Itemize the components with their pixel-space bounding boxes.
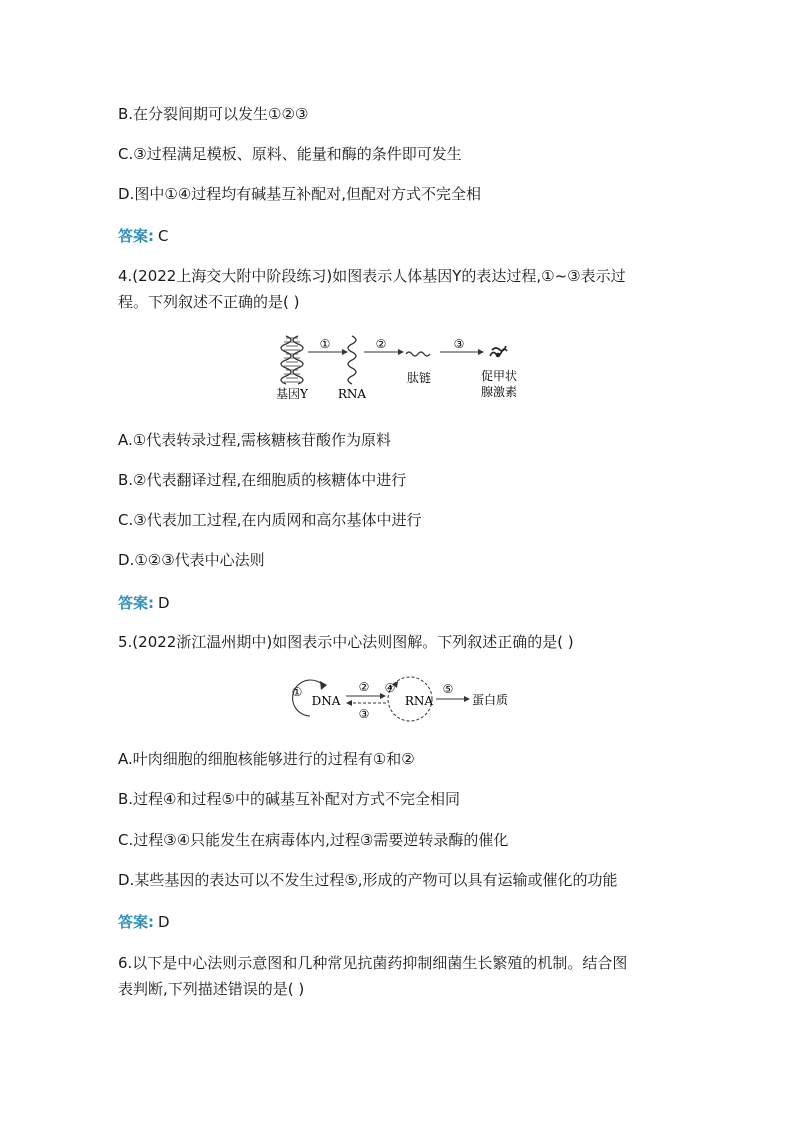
- hormone-label-2: 腺激素: [480, 385, 518, 399]
- label-n1: ①: [291, 685, 303, 699]
- folded-protein-icon: [490, 346, 507, 357]
- q4-option-a: A.①代表转录过程,需核糖核苷酸作为原料: [118, 431, 391, 449]
- q4-stem-line2: 程。下列叙述不正确的是( ): [118, 293, 300, 311]
- q4-answer-label: 答案:: [118, 594, 154, 612]
- label-n5: ⑤: [442, 682, 454, 696]
- answer-line: [118, 226, 168, 246]
- label-n3: ③: [358, 707, 370, 721]
- step1-label: ①: [319, 337, 331, 351]
- q4-option-b: B.②代表翻译过程,在细胞质的核糖体中进行: [118, 471, 407, 489]
- gene-y-label: 基因Y: [276, 387, 308, 401]
- q4-option-d: D.①②③代表中心法则: [118, 551, 265, 569]
- q6-stem-line1: 6.以下是中心法则示意图和几种常见抗菌药抑制细菌生长繁殖的机制。结合图: [118, 954, 628, 972]
- label-n4: ④: [384, 681, 396, 695]
- q4-stem-line1: 4.(2022上海交大附中阶段练习)如图表示人体基因Y的表达过程,①~③表示过: [118, 267, 626, 285]
- rna-label: RNA: [337, 387, 367, 401]
- option-d: D.图中①④过程均有碱基互补配对,但配对方式不完全相: [118, 185, 481, 203]
- step3-label: ③: [453, 337, 465, 351]
- q5-answer-line: [118, 912, 170, 932]
- q4-answer-value: D: [158, 594, 170, 612]
- dna-helix-icon: [281, 336, 303, 384]
- q5-stem: 5.(2022浙江温州期中)如图表示中心法则图解。下列叙述正确的是( ): [118, 633, 574, 651]
- q5-option-d: D.某些基因的表达可以不发生过程⑤,形成的产物可以具有运输或催化的功能: [118, 871, 618, 889]
- q4-answer-line: [118, 593, 170, 613]
- peptide-chain-icon: [406, 352, 430, 356]
- peptide-label: 肽链: [406, 371, 432, 385]
- central-dogma-figure: [280, 672, 520, 724]
- q6-stem-line2: 表判断,下列描述错误的是( ): [118, 980, 305, 998]
- q4-option-c: C.③代表加工过程,在内质网和高尔基体中进行: [118, 511, 422, 529]
- q5-answer-value: D: [158, 913, 170, 931]
- label-n2: ②: [358, 680, 370, 694]
- q5-option-c: C.过程③④只能发生在病毒体内,过程③需要逆转录酶的催化: [118, 831, 509, 849]
- q5-option-a: A.叶肉细胞的细胞核能够进行的过程有①和②: [118, 750, 415, 768]
- q5-answer-label: 答案:: [118, 913, 154, 931]
- q5-option-b: B.过程④和过程⑤中的碱基互补配对方式不完全相同: [118, 790, 460, 808]
- answer-value: C: [158, 227, 169, 245]
- hormone-label-1: 促甲状: [480, 369, 518, 383]
- answer-label: 答案:: [118, 227, 154, 245]
- rna-node: RNA: [404, 694, 434, 708]
- option-c: C.③过程满足模板、原料、能量和酶的条件即可发生: [118, 145, 462, 163]
- rna-strand-icon: [348, 336, 356, 384]
- step2-label: ②: [375, 337, 387, 351]
- dna-node: DNA: [311, 694, 341, 708]
- gene-expression-figure: [272, 328, 532, 404]
- protein-node: 蛋白质: [471, 693, 509, 707]
- option-b: B.在分裂间期可以发生①②③: [118, 105, 309, 123]
